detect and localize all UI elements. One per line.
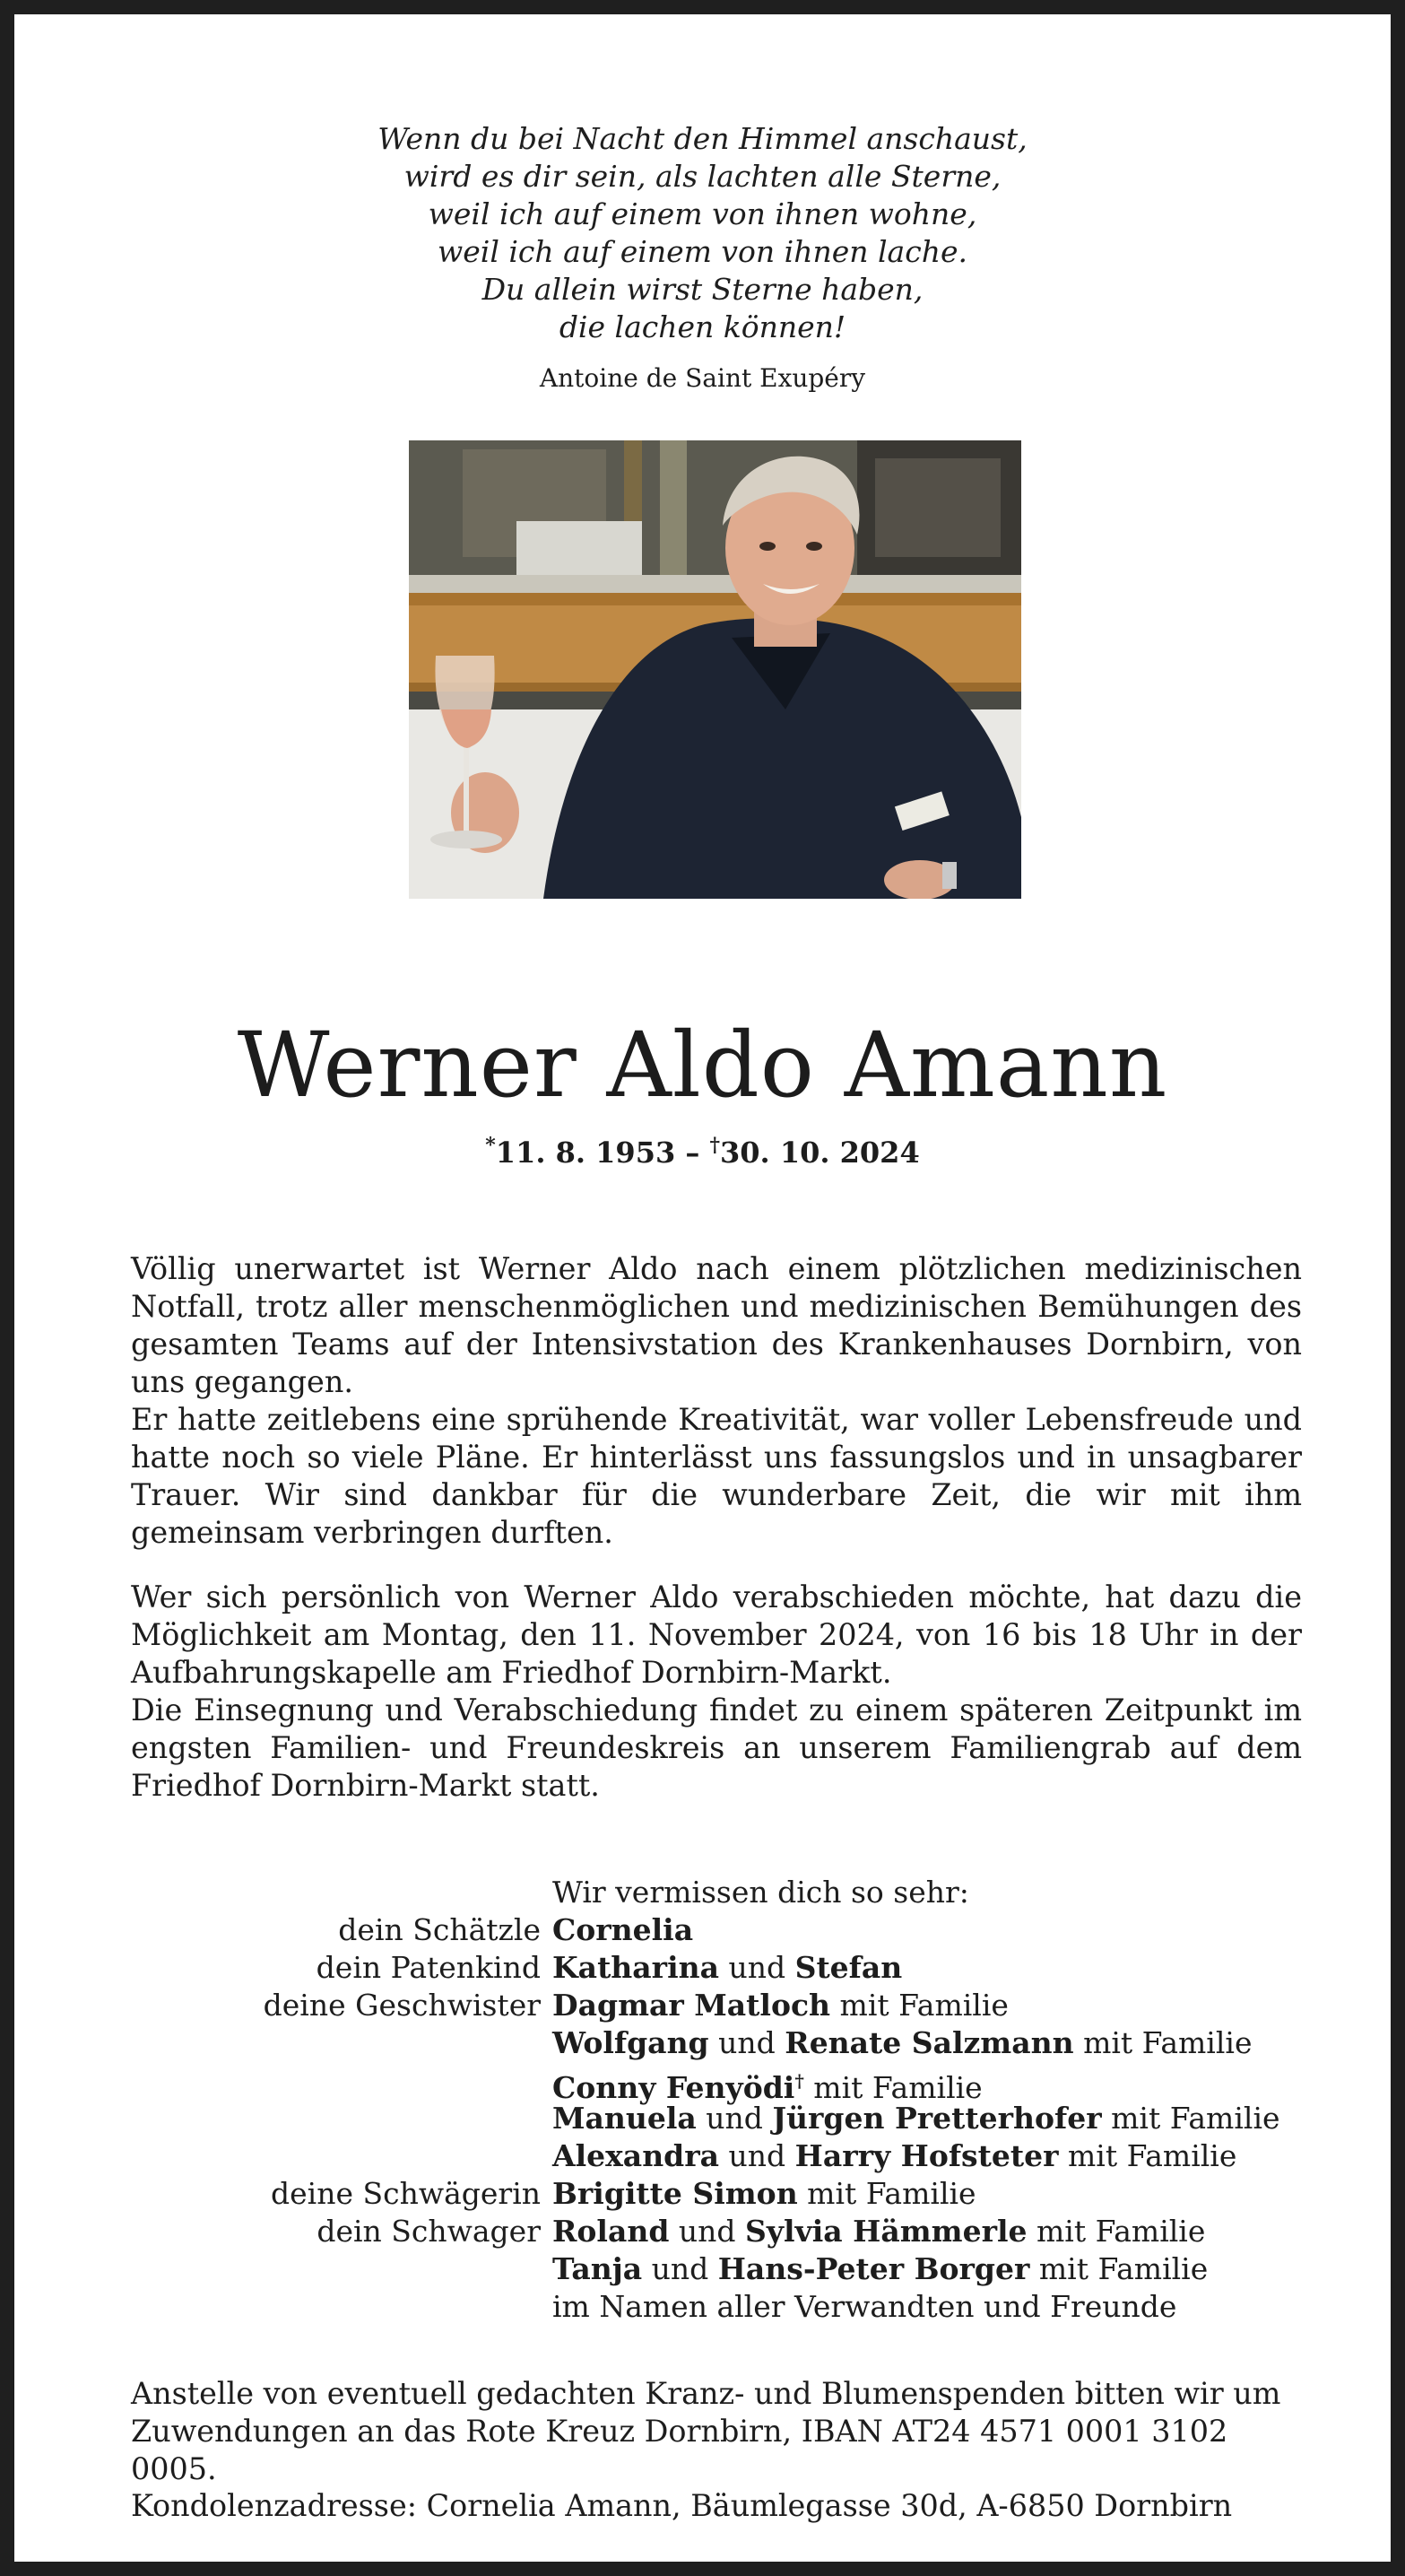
funeral-info-text: Wer sich persönlich von Werner Aldo verabschieden möchte, hat dazu die Möglichkeit am Montag, den 11. November 2024, von 16 bis 18 Uhr in der Aufbahrungskapelle am Friedhof Dornbirn-Markt. — [131, 1580, 1302, 1690]
birth-symbol: * — [485, 1134, 496, 1157]
mourner-connector: mit Familie — [1058, 2138, 1237, 2173]
mourner-connector: und — [642, 2251, 718, 2286]
quote-line: weil ich auf einem von ihnen wohne, — [428, 196, 977, 231]
condolence-address: Kondolenzadresse: Cornelia Amann, Bäumlegasse 30d, A-6850 Dornbirn — [131, 2488, 1233, 2523]
announcement-text: Völlig unerwartet ist Werner Aldo nach einem plötzlichen medizinischen Notfall, trotz aller menschenmöglichen und medizinischen Bemühungen des gesamten Teams auf der Intensivstation des Krankenhauses Dornbirn, von uns gegangen. — [131, 1251, 1302, 1399]
mourner-name: Tanja — [552, 2251, 643, 2286]
mourner-names — [552, 2100, 1280, 2137]
mourner-row — [14, 2213, 1405, 2250]
mourner-names — [552, 2137, 1236, 2175]
quote-line: wird es dir sein, als lachten alle Sterne, — [403, 159, 1002, 194]
mourner-connector: mit Familie — [1101, 2101, 1280, 2136]
mourner-name: Conny Fenyödi — [552, 2070, 795, 2105]
mourner-row — [14, 1949, 1405, 1987]
mourner-names — [552, 2288, 1176, 2326]
quote-line: weil ich auf einem von ihnen lache. — [437, 234, 967, 269]
mourner-connector: mit Familie — [797, 2176, 976, 2211]
announcement-text: Er hatte zeitlebens eine sprühende Kreativität, war voller Lebensfreude und hatte noch so viele Pläne. Er hinterlässt uns fassungslos und in unsagbarer Trauer. Wir sind dankbar für die wunderbare Zeit, die wir mit ihm gemeinsam verbringen durften. — [131, 1402, 1302, 1550]
mourner-connector: und — [708, 2025, 785, 2060]
mourner-row — [14, 2288, 1405, 2326]
mourner-connector: im Namen aller Verwandten und Freunde — [552, 2289, 1177, 2324]
quote-line: Du allein wirst Sterne haben, — [481, 272, 924, 307]
mourner-names — [552, 1949, 902, 1987]
mourner-connector: und — [718, 1950, 795, 1985]
death-date: 30. 10. 2024 — [720, 1136, 920, 1170]
announcement-paragraph — [131, 1250, 1302, 1552]
mourner-relation: deine Geschwister — [263, 1988, 541, 2023]
mourners-heading-row — [14, 1874, 1405, 1911]
mourner-name: Wolfgang — [552, 2025, 709, 2060]
mourner-names — [552, 2175, 976, 2213]
mourner-names — [552, 2250, 1208, 2288]
mourner-relation: dein Patenkind — [316, 1950, 541, 1985]
mourner-row — [14, 2024, 1405, 2062]
mourner-connector: mit Familie — [1029, 2251, 1209, 2286]
mourner-row — [14, 1911, 1405, 1949]
mourner-name: Roland — [552, 2214, 670, 2249]
mourner-relation: dein Schätzle — [338, 1912, 541, 1947]
quote-line: Wenn du bei Nacht den Himmel anschaust, — [377, 121, 1028, 156]
quote-author: Antoine de Saint Exupéry — [539, 363, 866, 393]
birth-date: 11. 8. 1953 — [495, 1136, 676, 1170]
mourner-relation: deine Schwägerin — [271, 2176, 541, 2211]
mourner-connector: und — [719, 2138, 795, 2173]
mourner-name: Katharina — [552, 1950, 719, 1985]
mourner-name: Dagmar Matloch — [552, 1988, 831, 2023]
mourner-row — [14, 2100, 1405, 2137]
mourner-name: Alexandra — [552, 2138, 720, 2173]
mourner-row — [14, 2137, 1405, 2175]
mourner-names — [552, 2024, 1252, 2062]
donation-note: Anstelle von eventuell gedachten Kranz- und Blumenspenden bitten wir um Zuwendungen an das Rote Kreuz Dornbirn, IBAN AT24 4571 0001 3102 0005. — [131, 2376, 1281, 2486]
mourner-name: Jürgen Pretterhofer — [772, 2101, 1102, 2136]
mourner-name: † — [794, 2070, 804, 2092]
mourner-name: Sylvia Hämmerle — [745, 2214, 1028, 2249]
mourner-row — [14, 2062, 1405, 2105]
mourners-list — [14, 1874, 1405, 2326]
deceased-name: Werner Aldo Amann — [237, 1013, 1168, 1118]
mourner-name: Harry Hofsteter — [794, 2138, 1059, 2173]
funeral-info-paragraph — [131, 1579, 1302, 1805]
mourner-name: Cornelia — [552, 1912, 694, 1947]
mourner-name: Brigitte Simon — [552, 2176, 798, 2211]
mourner-connector: und — [696, 2101, 773, 2136]
mourner-name: Stefan — [794, 1950, 903, 1985]
mourner-names — [552, 2213, 1205, 2250]
mourner-name: Renate Salzmann — [785, 2025, 1074, 2060]
life-dates — [14, 1127, 1391, 1171]
mourner-name: Hans-Peter Borger — [717, 2251, 1030, 2286]
mourner-connector: mit Familie — [1073, 2025, 1253, 2060]
poem-quote — [14, 120, 1391, 346]
mourner-name: Manuela — [552, 2101, 697, 2136]
mourner-connector: mit Familie — [1027, 2214, 1206, 2249]
mourner-names — [552, 1911, 693, 1949]
date-separator: – — [675, 1136, 710, 1170]
mourners-heading: Wir vermissen dich so sehr: — [552, 1875, 969, 1910]
portrait-photo — [409, 440, 1021, 899]
mourner-row — [14, 2175, 1405, 2213]
quote-line: die lachen können! — [559, 309, 846, 344]
mourner-row — [14, 1987, 1405, 2024]
mourner-row — [14, 2250, 1405, 2288]
mourner-connector: und — [669, 2214, 746, 2249]
mourner-connector: mit Familie — [830, 1988, 1009, 2023]
mourner-names — [552, 1987, 1009, 2024]
mourner-relation: dein Schwager — [317, 2214, 541, 2249]
mourner-connector: mit Familie — [803, 2070, 983, 2105]
funeral-info-text: Die Einsegnung und Verabschiedung findet zu einem späteren Zeitpunkt im engsten Familien- und Freundeskreis an unserem Familiengrab auf dem Friedhof Dornbirn-Markt statt. — [131, 1693, 1302, 1803]
death-symbol: † — [709, 1134, 721, 1157]
